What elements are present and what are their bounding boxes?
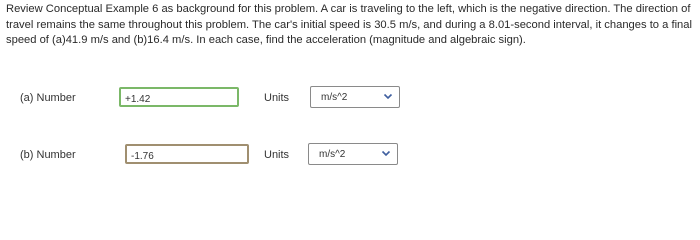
part-a-number-label: (a) Number	[20, 92, 76, 104]
part-b-answer-box	[125, 144, 249, 164]
chevron-down-icon	[383, 91, 393, 101]
problem-statement: Review Conceptual Example 6 as background for this problem. A car is traveling to the left, which is the negative direction. The direction of travel remains the same throughout this problem. The car's initial speed is 30.5 m/s, and during a 8.01-second interval, it changes to a final speed of (a)41.9 m/s and (b)16.4 m/s. In each case, find the acceleration (magnitude and algebraic sign).	[6, 3, 692, 46]
part-b-units-label: Units	[264, 149, 290, 161]
part-b-units-select[interactable]	[308, 143, 398, 165]
part-a-number-input[interactable]	[121, 92, 237, 108]
part-a-answer-box	[119, 87, 239, 107]
part-a-units-value: m/s^2	[321, 92, 348, 103]
part-a-units-label: Units	[264, 92, 290, 104]
part-b-number-input[interactable]	[127, 149, 247, 165]
part-a-units-select[interactable]	[310, 86, 400, 108]
part-b-number-label: (b) Number	[20, 149, 76, 161]
chevron-down-icon	[381, 148, 391, 158]
part-b-units-value: m/s^2	[319, 149, 346, 160]
